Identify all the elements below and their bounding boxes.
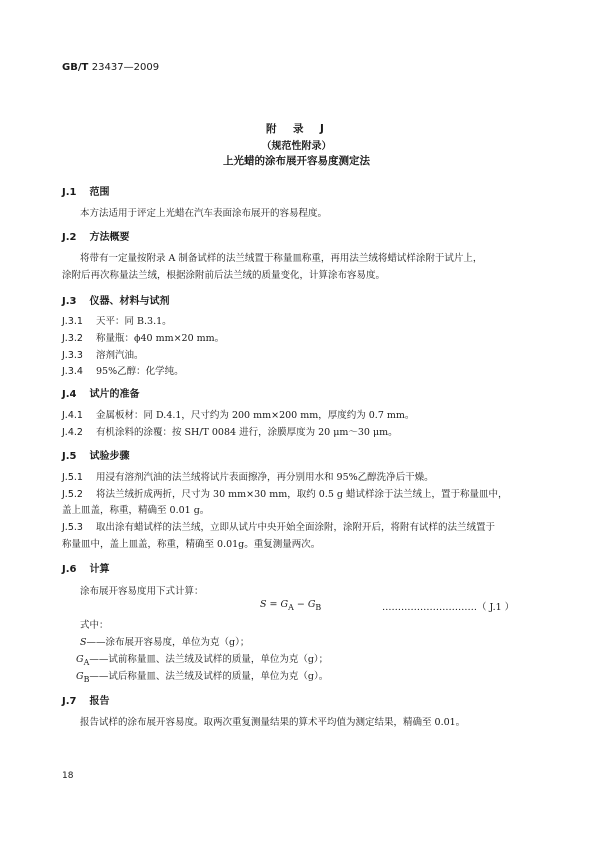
where-label: 式中： (80, 620, 109, 631)
clause-j5-1 (62, 469, 434, 483)
clause-text: 称量瓶：ϕ40 mm×20 mm。 (96, 333, 225, 344)
clause-j3-4 (62, 363, 184, 377)
clause-number: J.5.1 (62, 472, 83, 483)
paragraph-j2-line1: 将带有一定量按附录 A 制备试样的法兰绒置于称量皿称重，再用法兰绒将蜡试样涂附于试片上， (80, 253, 483, 264)
section-heading-j7 (62, 692, 109, 707)
equation-reference: …………………………（ J.1 ） (382, 602, 515, 613)
clause-j3-3 (62, 347, 144, 361)
section-heading-j5 (62, 447, 129, 462)
clause-j5-3-line2: 称量皿中，盖上皿盖，称重，精确至 0.01g。重复测量两次。 (62, 539, 321, 550)
section-title: 报告 (89, 696, 110, 707)
section-number: J.3 (62, 296, 77, 307)
section-heading-j6 (62, 560, 109, 575)
section-heading-j4 (62, 385, 139, 400)
page-number: 18 (62, 771, 74, 781)
section-number: J.7 (62, 696, 77, 707)
def-symbol: S (80, 637, 87, 648)
def-sub: A (83, 657, 90, 667)
clause-number: J.3.3 (62, 350, 83, 361)
clause-j3-1 (62, 313, 172, 327)
annex-name: 上光蜡的涂布展开容易度测定法 (223, 155, 370, 167)
section-title: 方法概要 (89, 232, 130, 243)
section-heading-j3 (62, 292, 169, 307)
standard-number: 23437—2009 (91, 62, 160, 73)
formula-minus: − (293, 599, 308, 610)
section-number: J.6 (62, 564, 77, 575)
formula-symbol-ga: G (280, 599, 289, 610)
standard-prefix: GB/T (62, 62, 89, 73)
clause-number: J.5.2 (62, 489, 83, 500)
section-title: 仪器、材料与试剂 (89, 296, 170, 307)
clause-text: 金属板材：同 D.4.1，尺寸约为 200 mm×200 mm，厚度约为 0.7 mm。 (96, 410, 415, 421)
clause-number: J.3.4 (62, 366, 83, 377)
clause-j5-3-line1 (62, 519, 495, 533)
section-title: 试片的准备 (89, 389, 140, 400)
section-title: 试验步骤 (89, 451, 130, 462)
clause-text: 将法兰绒折成两折，尺寸为 30 mm×30 mm，取约 0.5 g 蜡试样涂于法兰绒上，置于称量皿中， (96, 489, 508, 500)
clause-text: 用浸有溶剂汽油的法兰绒将试片表面擦净，再分别用水和 95%乙醇洗净后干燥。 (96, 472, 434, 483)
clause-number: J.3.1 (62, 316, 83, 327)
def-text: ——试前称量皿、法兰绒及试样的质量，单位为克（g）； (89, 654, 329, 665)
symbol-definition-ga (76, 651, 328, 667)
clause-j4-1 (62, 407, 414, 421)
formula-sub-a: A (288, 602, 294, 612)
section-title: 计算 (89, 564, 110, 575)
symbol-definition-gb (76, 668, 328, 684)
def-sub: B (83, 674, 90, 684)
annex-title: 附 录 J (266, 123, 327, 135)
def-text: ——试后称量皿、法兰绒及试样的质量，单位为克（g）。 (89, 671, 329, 682)
formula-sub-b: B (315, 602, 322, 612)
paragraph-j7: 报告试样的涂布展开容易度。取两次重复测量结果的算术平均值为测定结果，精确至 0.01。 (80, 717, 466, 728)
def-symbol: G (76, 654, 84, 665)
formula-symbol-s: S (260, 599, 267, 610)
section-number: J.4 (62, 389, 77, 400)
paragraph-j2-line2: 涂附后再次称量法兰绒，根据涂附前后法兰绒的质量变化，计算涂布容易度。 (62, 270, 386, 281)
formula-equals: = (266, 599, 281, 610)
calc-intro: 涂布展开容易度用下式计算： (80, 586, 204, 597)
def-text: ——涂布展开容易度，单位为克（g）； (86, 637, 250, 648)
section-number: J.2 (62, 232, 77, 243)
standard-code (62, 62, 159, 73)
clause-text: 天平：同 B.3.1。 (96, 316, 172, 327)
symbol-definition-s (80, 634, 249, 650)
clause-number: J.4.1 (62, 410, 83, 421)
section-number: J.1 (62, 187, 77, 198)
formula-symbol-gb: G (307, 599, 316, 610)
clause-number: J.4.2 (62, 427, 83, 438)
section-number: J.5 (62, 451, 77, 462)
clause-text: 有机涂料的涂覆：按 SH/T 0084 进行，涂膜厚度为 20 μm～30 μm。 (96, 427, 398, 438)
clause-j3-2 (62, 330, 224, 344)
section-heading-j1 (62, 183, 109, 198)
clause-j4-2 (62, 424, 398, 438)
annex-type: （规范性附录） (261, 141, 332, 152)
clause-j5-2-line1 (62, 486, 507, 500)
clause-text: 95%乙醇：化学纯。 (96, 366, 184, 377)
clause-number: J.3.2 (62, 333, 83, 344)
clause-text: 溶剂汽油。 (96, 350, 144, 361)
section-heading-j2 (62, 228, 129, 243)
clause-j5-2-line2: 盖上皿盖，称重，精确至 0.01 g。 (62, 505, 210, 516)
clause-text: 取出涂有蜡试样的法兰绒，立即从试片中央开始全面涂附，涂附开后，将附有试样的法兰绒置于 (96, 522, 496, 533)
def-symbol: G (76, 671, 84, 682)
section-title: 范围 (89, 187, 110, 198)
paragraph-j1: 本方法适用于评定上光蜡在汽车表面涂布展开的容易程度。 (80, 208, 328, 219)
clause-number: J.5.3 (62, 522, 83, 533)
formula (260, 599, 321, 612)
